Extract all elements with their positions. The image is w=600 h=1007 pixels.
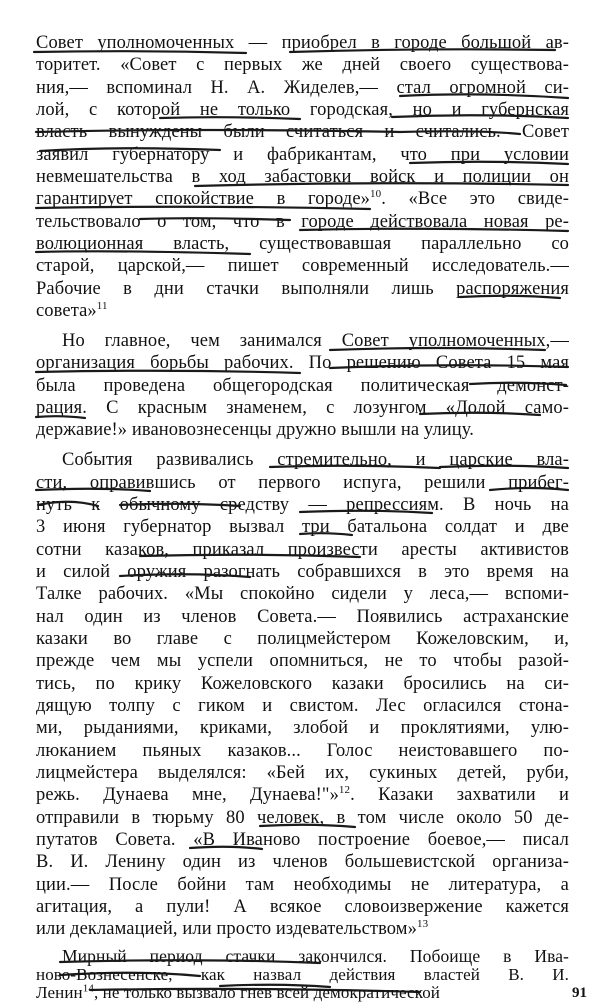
text-line: Мирный период стачки закончился. Побоище в Ива- [62, 946, 569, 966]
text-line: державие!» ивановознесенцы дружно вышли на улицу. [36, 420, 475, 440]
text-line: дящую толпу с гиком и свистом. Лес огласился стона- [36, 696, 569, 716]
text-line: и силой оружия разогнать собравшихся в это время на [36, 562, 569, 582]
text-line: тись, по крику Кожеловского казаки бросились на си- [36, 674, 569, 694]
text-line: нал один из членов Совета.— Появились астраханские [36, 607, 569, 627]
text-fragment: . Казаки захватили и [350, 785, 569, 805]
text-line: тельствовало о том, что в городе действовала новая ре- [36, 212, 569, 232]
text-line: Совет уполномоченных — приобрел в городе большой ав- [36, 33, 569, 53]
text-fragment: , не только вызвало гнев всей демократической [93, 984, 440, 1002]
text-line [36, 784, 569, 806]
text-fragment: режь. Дунаева мне, Дунаева!"» [36, 785, 339, 805]
footnote-ref: 14 [82, 984, 94, 995]
text-line: ми, рыданиями, криками, злобой и проклятиями, улю- [36, 718, 569, 738]
footnote-ref: 10 [369, 188, 382, 200]
text-line [36, 300, 569, 322]
text-line: нуть к обычному средству — репрессиям. В ночь на [36, 495, 569, 515]
text-line: События развивались стремительно, и царские вла- [62, 450, 569, 470]
text-line: казаки во главе с полицмейстером Кожеловским, и, [36, 629, 569, 649]
text-fragment: Ленин [36, 984, 83, 1002]
page-number: 91 [572, 985, 587, 1001]
text-line: лицмейстера выделялся: «Бей их, сукиных детей, руби, [36, 763, 569, 783]
text-line: прежде чем мы успели опомниться, не то чтобы разой- [36, 651, 569, 671]
text-line: рация. С красным знаменем, с лозунгом «Долой само- [36, 398, 569, 418]
text-line: Талке рабочих. «Мы спокойно сидели у леса,— вспоми- [36, 584, 569, 604]
text-line: торитет. «Совет с первых же дней своего существова- [36, 55, 569, 75]
text-line: люканием пьяных казаков... Голос неистовавшего по- [36, 741, 569, 761]
text-fragment: или декламацией, или просто издевательством» [36, 919, 417, 939]
footnote-ref: 13 [416, 918, 429, 930]
text-line [36, 188, 569, 210]
text-line: 3 июня губернатор вызвал три батальона солдат и две [36, 517, 569, 537]
text-line: лой, с которой не только городская, но и губернская [36, 100, 569, 120]
text-fragment: гарантирует спокойствие в городе» [36, 189, 370, 209]
text-fragment: . «Все это свиде- [381, 189, 569, 209]
footnote-ref: 12 [338, 784, 351, 796]
text-line: Но главное, чем занимался Совет уполномоченных,— [62, 331, 569, 351]
text-line: агитация, а пули! А всякое словоизвержение кажется [36, 897, 569, 917]
text-line: власть вынуждены были считаться и считались. Совет [36, 122, 569, 142]
text-line: сотни казаков, приказал произвести аресты активистов [36, 540, 569, 560]
text-line: ния,— вспоминал Н. А. Жиделев,— стал огромной си- [36, 78, 569, 98]
text-line [36, 918, 569, 940]
text-line: Рабочие в дни стачки выполняли лишь распоряжения [36, 279, 569, 299]
text-line: была проведена общегородская политическая демонст- [36, 376, 569, 396]
text-fragment: ново-Вознесенске, как назвал действия властей В. И. [36, 966, 569, 984]
text-line: старой, царской,— пишет современный исследователь.— [36, 256, 569, 276]
text-line: отправили в тюрьму 80 человек, в том числе около 50 де- [36, 808, 569, 828]
text-line: организация борьбы рабочих. По решению Совета 15 мая [36, 353, 569, 373]
text-line [36, 984, 536, 1002]
text-line: сти, оправившись от первого испуга, решили прибег- [36, 473, 569, 493]
text-line: путатов Совета. «В Иваново построение боевое,— писал [36, 830, 569, 850]
footnote-ref: 11 [96, 300, 108, 312]
text-line: заявил губернатору и фабрикантам, что при условии [36, 145, 569, 165]
text-fragment: совета» [36, 301, 97, 321]
text-line: невмешательства в ход забастовки войск и полиции он [36, 167, 569, 187]
text-line [36, 966, 569, 984]
text-line: В. И. Ленину один из членов большевистской организа- [36, 852, 569, 872]
text-line: ции.— После бойни там необходимы не литература, а [36, 875, 569, 895]
text-line: волюционная власть, существовавшая параллельно со [36, 234, 569, 254]
